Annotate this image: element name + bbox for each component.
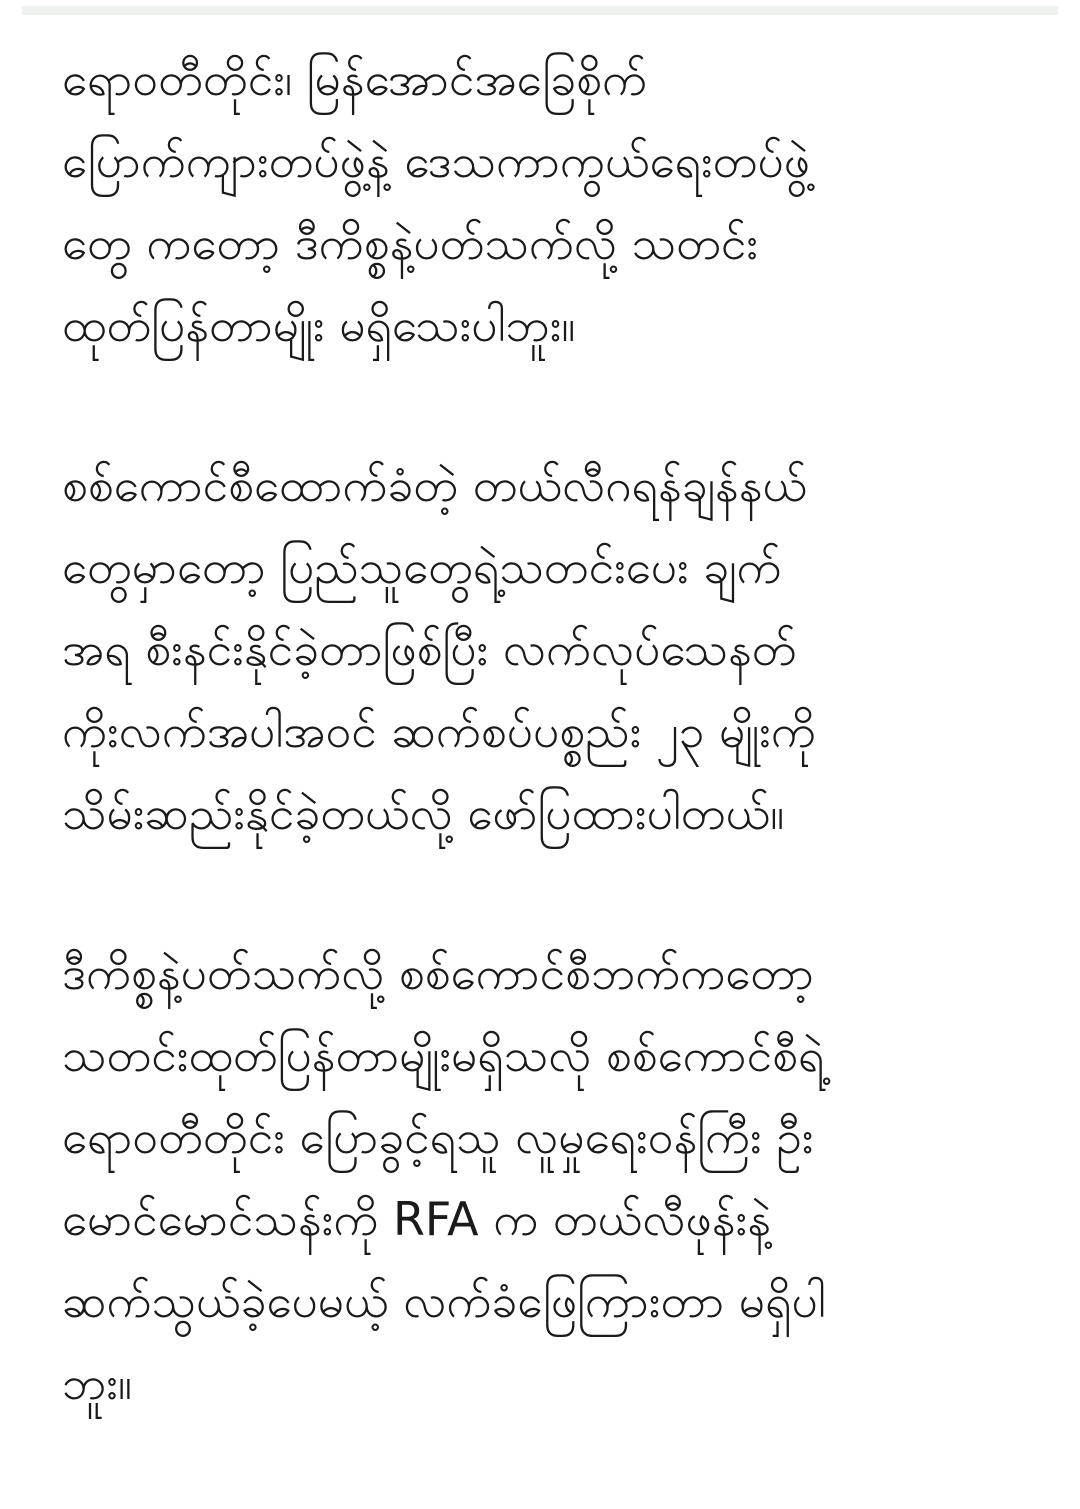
paragraph-spacer xyxy=(62,854,1037,932)
text-line: ဘူး။ xyxy=(62,1356,132,1410)
paragraph-2 xyxy=(62,444,1037,854)
text-line: သတင်းထုတ်ပြန်တာမျိုးမရှိသလို စစ်ကောင်စီရဲ့ xyxy=(62,1028,825,1082)
text-line: ထုတ်ပြန်တာမျိုး မရှိသေးပါဘူး။ xyxy=(62,298,576,352)
text-line: ရောဝတီတိုင်း ပြောခွင့်ရသူ လူမှုရေးဝန်ကြီး ဦး xyxy=(62,1110,814,1164)
text-line: တွေ ကတော့ ဒီကိစ္စနဲ့ပတ်သက်လို့ သတင်း xyxy=(62,216,759,270)
paragraph-3 xyxy=(62,932,1037,1424)
paragraph-1 xyxy=(62,38,1037,366)
text-line: ဆက်သွယ်ခဲ့ပေမယ့် လက်ခံဖြေကြားတာ မရှိပါ xyxy=(62,1274,826,1328)
text-line: ဒီကိစ္စနဲ့ပတ်သက်လို့ စစ်ကောင်စီဘက်ကတော့ xyxy=(62,946,814,1000)
text-line: ရောဝတီတိုင်း၊ မြန်အောင်အခြေစိုက် xyxy=(62,52,648,106)
text-line: ကိုးလက်အပါအဝင် ဆက်စပ်ပစ္စည်း ၂၃ မျိုးကို xyxy=(62,704,816,758)
paragraph-spacer xyxy=(62,366,1037,444)
text-line: စစ်ကောင်စီထောက်ခံတဲ့ တယ်လီဂရန်ချန်နယ် xyxy=(62,458,808,512)
text-line: ပြောက်ကျားတပ်ဖွဲ့နဲ့ ဒေသကာကွယ်ရေးတပ်ဖွဲ့ xyxy=(62,134,810,188)
article-body xyxy=(62,38,1037,1424)
text-line: တွေမှာတော့ ပြည်သူတွေရဲ့သတင်းပေး ချက် xyxy=(62,540,782,594)
text-line: မောင်မောင်သန်းကို RFA က တယ်လီဖုန်းနဲ့ xyxy=(62,1192,772,1246)
text-line: အရ စီးနင်းနိုင်ခဲ့တာဖြစ်ပြီး လက်လုပ်သေနတ် xyxy=(62,622,797,676)
text-line: သိမ်းဆည်းနိုင်ခဲ့တယ်လို့ ဖော်ပြထားပါတယ်။ xyxy=(62,786,785,840)
top-divider xyxy=(22,6,1058,15)
